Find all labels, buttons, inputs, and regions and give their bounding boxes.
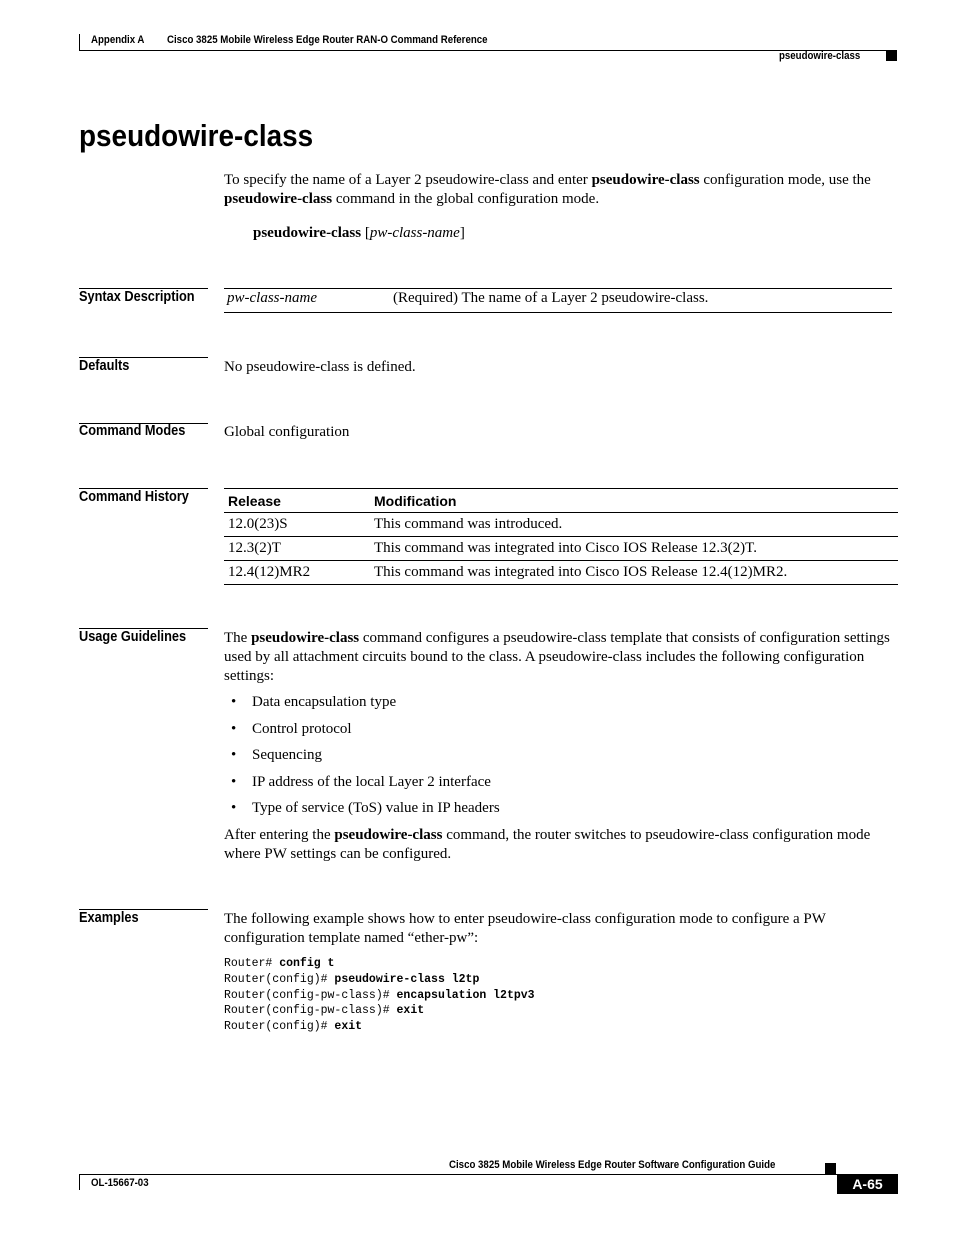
footer-rule bbox=[79, 1174, 897, 1175]
bullet-icon: • bbox=[231, 773, 237, 790]
code-line: Router(config)# pseudowire-class l2tp bbox=[224, 972, 480, 986]
code-block bbox=[224, 956, 535, 1035]
code-line: Router# config t bbox=[224, 957, 335, 970]
footer-doc-number: OL-15667-03 bbox=[91, 1177, 149, 1189]
usage-paragraph-1: The pseudowire-class command configures a pseudowire-class template that consists of configuration settings used by all attachment circuits bound to the class. A pseudowire-class includes the following configuration settings: bbox=[224, 630, 890, 684]
syntax-table-bottom-rule bbox=[224, 312, 892, 313]
list-item: • Data encapsulation type bbox=[231, 694, 397, 710]
code-line: Router(config-pw-class)# exit bbox=[224, 1004, 425, 1018]
code-line: Router(config-pw-class)# encapsulation l2tpv3 bbox=[224, 988, 535, 1002]
footer-left-bar bbox=[79, 1174, 80, 1190]
header-rule bbox=[79, 50, 897, 51]
table-row bbox=[224, 513, 898, 537]
header-left-bar bbox=[79, 34, 80, 50]
bullet-icon: • bbox=[231, 747, 237, 763]
code-line: Router(config)# exit bbox=[224, 1020, 363, 1034]
header-appendix: Appendix A bbox=[91, 34, 145, 46]
page-number: A-65 bbox=[837, 1174, 898, 1194]
bullet-icon: • bbox=[231, 694, 237, 710]
defaults-label: Defaults bbox=[79, 358, 130, 374]
column-header-modification: Modification bbox=[374, 492, 457, 509]
header-marker bbox=[886, 50, 897, 61]
column-header-release: Release bbox=[228, 492, 281, 509]
header-book-title: Cisco 3825 Mobile Wireless Edge Router RAN-O Command Reference bbox=[167, 34, 488, 46]
syntax-arg-description: (Required) The name of a Layer 2 pseudowire-class. bbox=[393, 290, 709, 306]
modification-cell: This command was integrated into Cisco IOS Release 12.4(12)MR2. bbox=[374, 564, 788, 580]
defaults-text: No pseudowire-class is defined. bbox=[224, 359, 416, 375]
list-item: • Sequencing bbox=[231, 747, 322, 763]
usage-paragraph-2: After entering the pseudowire-class command, the router switches to pseudowire-class configuration mode where PW settings can be configured. bbox=[224, 827, 871, 862]
table-header-row bbox=[224, 489, 898, 513]
bullet-icon: • bbox=[231, 720, 237, 737]
syntax-arg: pw-class-name bbox=[227, 290, 317, 306]
page-title: pseudowire-class bbox=[79, 118, 314, 153]
release-cell: 12.3(2)T bbox=[228, 540, 281, 556]
table-row bbox=[224, 537, 898, 561]
table-row bbox=[224, 561, 898, 585]
syntax-description-label: Syntax Description bbox=[79, 289, 195, 305]
command-history-label: Command History bbox=[79, 489, 189, 505]
list-item: • IP address of the local Layer 2 interface bbox=[231, 773, 491, 790]
syntax-line: pseudowire-class [pw-class-name] bbox=[253, 225, 465, 241]
release-cell: 12.4(12)MR2 bbox=[228, 564, 311, 580]
list-item: • Control protocol bbox=[231, 720, 352, 737]
command-modes-text: Global configuration bbox=[224, 424, 350, 440]
modification-cell: This command was introduced. bbox=[374, 516, 563, 532]
usage-guidelines-label: Usage Guidelines bbox=[79, 629, 187, 645]
header-section: pseudowire-class bbox=[779, 50, 861, 62]
release-cell: 12.0(23)S bbox=[228, 516, 288, 532]
command-history-table bbox=[224, 488, 898, 585]
footer-guide-title: Cisco 3825 Mobile Wireless Edge Router Software Configuration Guide bbox=[449, 1159, 776, 1171]
examples-label: Examples bbox=[79, 910, 139, 926]
usage-bullet-list bbox=[224, 693, 864, 826]
footer-marker bbox=[825, 1163, 836, 1174]
intro-paragraph: To specify the name of a Layer 2 pseudowire-class and enter pseudowire-class configuration mode, use the pseudowire-class command in the global configuration mode. bbox=[224, 172, 871, 207]
command-modes-label: Command Modes bbox=[79, 423, 186, 439]
bullet-icon: • bbox=[231, 800, 237, 816]
modification-cell: This command was integrated into Cisco IOS Release 12.3(2)T. bbox=[374, 540, 757, 556]
list-item: • Type of service (ToS) value in IP headers bbox=[231, 800, 500, 816]
examples-text: The following example shows how to enter pseudowire-class configuration mode to configure a PW configuration template named “ether-pw”: bbox=[224, 911, 826, 946]
